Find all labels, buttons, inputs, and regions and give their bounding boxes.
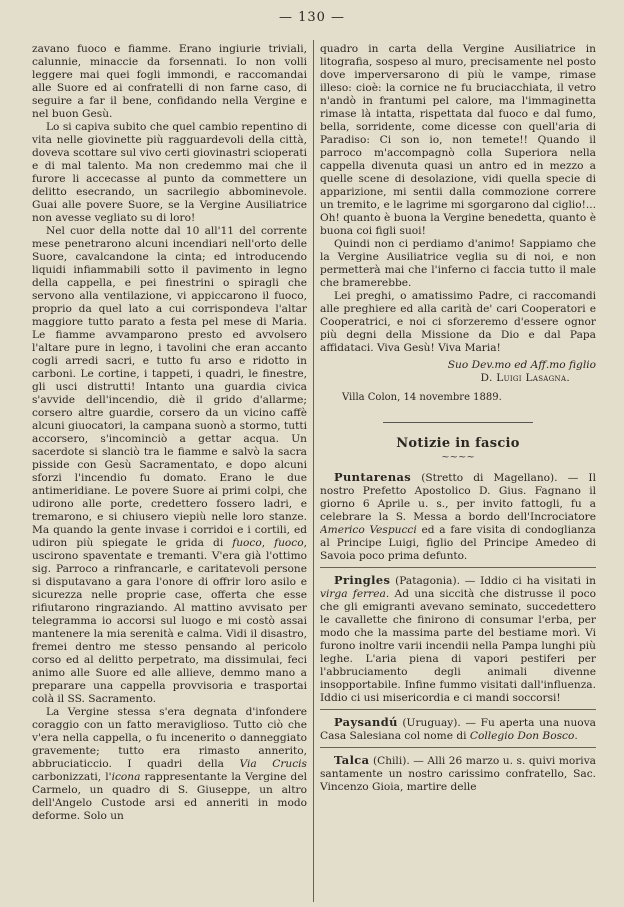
entry-divider xyxy=(320,709,596,710)
italic-text: fuoco xyxy=(232,537,262,549)
letter-dateline: Villa Colon, 14 novembre 1889. xyxy=(342,392,502,403)
italic-text: Via Crucis xyxy=(239,758,307,770)
news-place-name: Pringles xyxy=(334,573,391,587)
paragraph xyxy=(32,706,307,823)
text-run: (Uruguay). — Fu aperta una nuova Casa Salesiana col nome di xyxy=(320,717,596,742)
news-place-name: Talca xyxy=(334,753,370,767)
news-entry xyxy=(320,574,596,705)
news-entry xyxy=(320,754,596,794)
section-title: Notizie in fascio xyxy=(396,436,520,451)
text-run: La Vergine stessa s'era degnata d'infondere coraggio con un fatto meraviglioso. Tutto ciò che v'era nella cappella, o fu incenerito o danneggiato gravemente; tutto era rimasto annerito, abbruciaticcio. I quadri della xyxy=(32,706,307,770)
italic-text: icona xyxy=(111,771,141,783)
italic-text: Americo Vespucci xyxy=(320,524,417,536)
text-run: (Chili). — Alli 26 marzo u. s. quivi moriva santamente un nostro carissimo confratello, Sac. Vincenzo Gioia, martire delle xyxy=(320,755,596,793)
italic-text: fuoco xyxy=(274,537,304,549)
paragraph: Quindi non ci perdiamo d'animo! Sappiamo che la Vergine Ausiliatrice veglia su di noi, e non permetterà mai che l'inferno ci faccia tutto il male che bramerebbe. xyxy=(320,238,596,289)
news-entries xyxy=(320,471,596,794)
text-run: . xyxy=(574,730,578,742)
entry-divider xyxy=(320,567,596,568)
section-divider xyxy=(383,422,533,423)
right-column xyxy=(320,43,596,907)
column-divider xyxy=(313,40,314,902)
letter-signature: D. Luigi Lasagna. xyxy=(480,372,570,384)
paragraph: Nel cuor della notte dal 10 all'11 del corrente mese penetrarono alcuni incendiari nell'orto delle Suore, cavalcandone la cinta; ed introducendo liquidi infiammabili sotto il pavimento in legno della cappella, e pei finestrini o spiragli che servono alla ventilazione, vi appiccarono il fuoco, proprio da quel lato a cui corrispondeva l'altar maggiore tutto parato a festa pel mese di Maria. Le fiamme avvamparono presto ed avvolsero l'altare pure in legno, i tavolini che eran accanto cogli arredi sacri, e tutto fu arso e ridotto in carboni. Le cortine, i tappeti, i quadri, le finestre, gli usci distrutti! Intanto una guardia civica s'avvide dell'incendio, diè il grido d'allarme; corsero altre guardie, corsero da un vicino caffè alcuni giuocatori, la campana suonò a stormo, tutti accorsero, s'incominciò a gettar acqua. Un sacerdote si slanciò tra le fiamme e salvò la sacra pisside con Gesù Sacramentato, e dopo alcuni sforzi l'incendio fu domato. Erano le due antimeridiane. Le povere Suore ai primi colpi, che udirono alle porte, credettero fossero ladri, e tremarono, e si chiusero viepiù nelle loro stanze. Ma quando la gente invase i corridoi e i cortili, ed udiron più spiegate le grida di fuoco, fuoco, uscirono spaventate e tremanti. V'era già l'ottimo sig. Parroco a rinfrancarle, e caritatevoli persone si disputavano a gara l'onore di offrir loro asilo e sicurezza nelle proprie case, offerta che esse rifiutarono ringraziando. Al mattino avvisato per telegramma io accorsi sul luogo e mi costò assai mantenere la mia serenità e calma. Vidi il disastro, fremei dentro me stesso pensando al pericolo corso ed al delitto perpetrato, ma dissimulai, feci animo alle Suore ed alle allieve, demmo mano a preparare una cappella provvisoria e trasportai colà il SS. Sacramento. xyxy=(32,225,307,705)
paragraph: quadro in carta della Vergine Ausiliatrice in litografia, sospeso al muro, precisamente nel posto dove imperversarono di più le vampe, rimase illeso: cioè: la cornice ne fu bruciacchiata, il vetro n'andò in frantumi pel calore, ma l'immaginetta rimase là intatta, rispettata dal fuoco e dal fumo, bella, sorridente, come dicesse con quell'aria di Paradiso: Ci son io, non temete!! Quando il parroco m'accompagnò colla Superiora nella cappella divenuta quasi un antro ed in mezzo a quelle scene di desolazione, vidi quella specie di apparizione, mi sentii dalla commozione correre un tremito, e le lagrime mi sgorgarono dal ciglio!... Oh! quanto è buona la Vergine benedetta, quanto è buona coi figli suoi! xyxy=(320,43,596,237)
news-entry xyxy=(320,716,596,743)
text-run: rappresentante la Vergine del Carmelo, un quadro di S. Giuseppe, un altro dell'Angelo Custode arsi ed anneriti in modo deforme. Solo un xyxy=(32,771,307,822)
italic-text: Collegio Don Bosco xyxy=(469,730,575,742)
entry-divider xyxy=(320,747,596,748)
text-run: . Ad una siccità che distrusse il poco che gli emigranti avevano seminato, succedettero le cavallette che finirono di consumar l'erba, per modo che la massima parte del bestiame morì. Vi furono inoltre varii incendii nella Pampa lunghi più leghe. L'aria piena di vapori pestiferi per l'abbruciamento degli animali divenne insopportabile. Infine fummo visitati dall'influenza. Iddio ci usi misericordia e ci mandi soccorsi! xyxy=(320,588,596,704)
left-column xyxy=(32,43,307,907)
ornament-flourish: ~~~~ xyxy=(441,452,475,463)
text-run: (Stretto di Magellano). — Il nostro Prefetto Apostolico D. Gius. Fagnano il giorno 6 Aprile u. s., per invito fattogli, fu a celebrare la S. Messa a bordo dell'Incrociatore xyxy=(320,472,596,523)
text-run: , uscirono spaventate e tremanti. V'era già l'ottimo sig. Parroco a rinfrancarle, e caritatevoli persone si disputavano a gara l'onore di offrir loro asilo e sicurezza nelle proprie case, offerta che esse rifiutarono ringraziando. Al mattino avvisato per telegramma io accorsi sul luogo e mi costò assai mantenere la mia serenità e calma. Vidi il disastro, fremei dentro me stesso pensando al pericolo corso ed al delitto perpetrato, ma dissimulai, feci animo alle Suore ed alle allieve, demmo mano a preparare una cappella provvisoria e trasportai colà il SS. Sacramento. xyxy=(32,537,307,705)
text-run: ed a fare visita di condoglianza al Principe Luigi, figlio del Principe Amedeo di Savoia poco prima defunto. xyxy=(320,524,596,562)
text-run: Nel cuor della notte dal 10 all'11 del corrente mese penetrarono alcuni incendiari nell'orto delle Suore, cavalcandone la cinta; ed introducendo liquidi infiammabili sotto il pavimento in legno della cappella, e pei finestrini o spiragli che servono alla ventilazione, vi appiccarono il fuoco, proprio da quel lato a cui corrispondeva l'altar maggiore tutto parato a festa pel mese di Maria. Le fiamme avvamparono presto ed avvolsero l'altare pure in legno, i tavolini che eran accanto cogli arredi sacri, e tutto fu arso e ridotto in carboni. Le cortine, i tappeti, i quadri, le finestre, gli usci distrutti! Intanto una guardia civica s'avvide dell'incendio, diè il grido d'allarme; corsero altre guardie, corsero da un vicino caffè alcuni giuocatori, la campana suonò a stormo, tutti accorsero, s'incominciò a gettar acqua. Un sacerdote si slanciò tra le fiamme e salvò la sacra pisside con Gesù Sacramentato, e dopo alcuni sforzi l'incendio fu domato. Erano le due antimeridiane. Le povere Suore ai primi colpi, che udirono alle porte, credettero fossero ladri, e tremarono, e si chiusero viepiù nelle loro stanze. Ma quando la gente invase i corridoi e i cortili, ed udiron più spiegate le grida di xyxy=(32,225,307,549)
page-number: — 130 — xyxy=(278,10,346,25)
text-run: carbonizzati, l' xyxy=(32,771,112,783)
paragraph: zavano fuoco e fiamme. Erano ingiurie triviali, calunnie, minaccie da forsennati. Io non volli leggere mai quei fogli immondi, e raccomandai alle Suore ed ai confratelli di non farne caso, di seguire a far il bene, confidando nella Vergine e nel buon Gesù. xyxy=(32,43,307,120)
letter-signoff: Suo Dev.mo ed Aff.mo figlio xyxy=(447,359,596,371)
news-entry xyxy=(320,471,596,563)
news-place-name: Puntarenas xyxy=(334,470,412,484)
news-place-name: Paysandú xyxy=(334,715,398,729)
paragraph: Lei preghi, o amatissimo Padre, ci raccomandi alle preghiere ed alla carità de' cari Cooperatori e Cooperatrici, e noi ci sforzeremo d'essere ognor più degni della Missione da Dio e dal Papa affidataci. Viva Gesù! Viva Maria! xyxy=(320,290,596,354)
italic-text: virga ferrea xyxy=(320,588,386,600)
text-run: (Patagonia). — Iddio ci ha visitati in xyxy=(390,575,596,587)
paragraph: Lo si capiva subito che quel cambio repentino di vita nelle giovinette più ragguardevoli della città, doveva scottare sul vivo certi giovinastri scioperati e di mal talento. Ma non credemmo mai che il furore li accecasse al punto da commettere un delitto esecrando, un sacrilegio abbominevole. Guai alle povere Suore, se la Vergine Ausiliatrice non avesse vegliato su di loro! xyxy=(32,121,307,224)
